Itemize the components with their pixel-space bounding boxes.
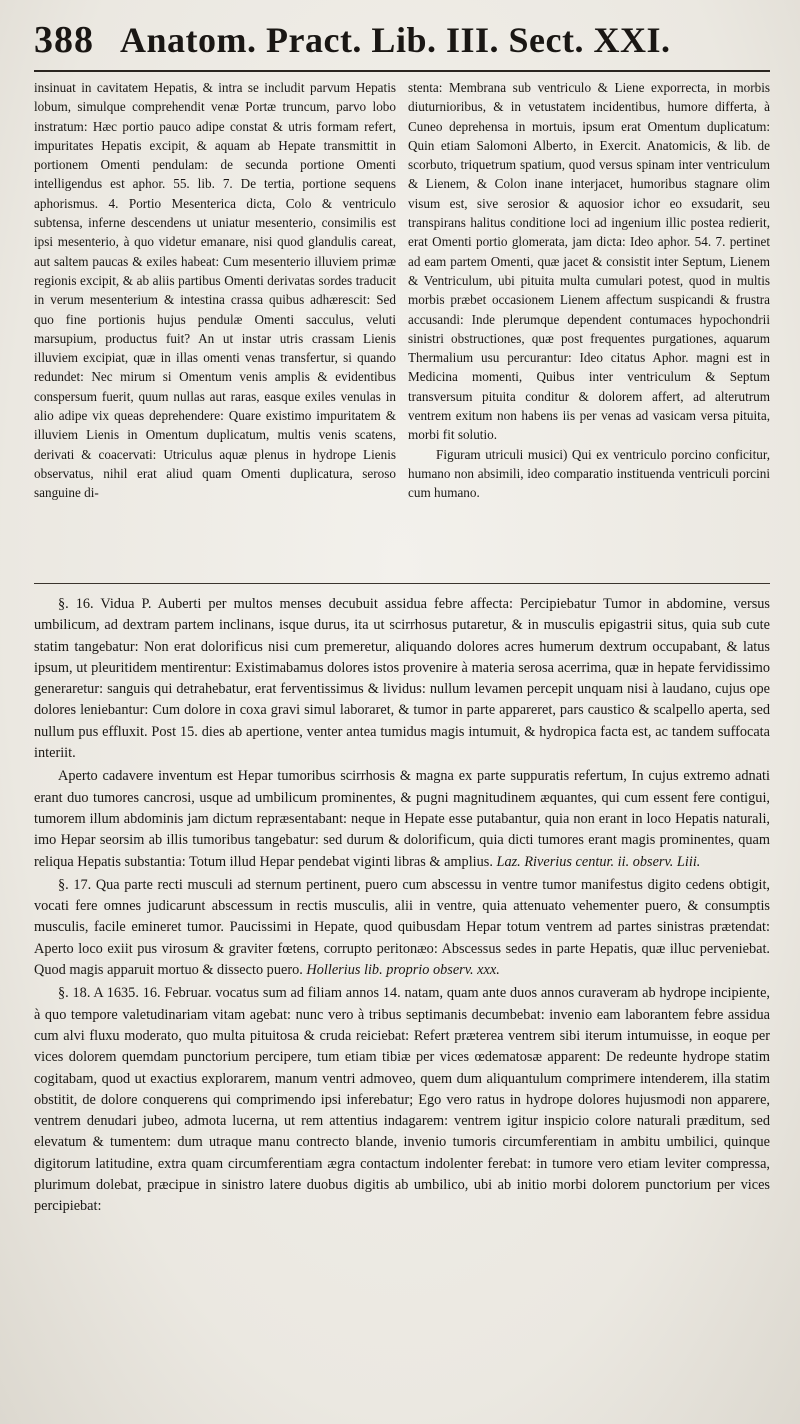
right-column-figure-note: Figuram utriculi musici) Qui ex ventriculo porcino conficitur, humano non absimili, ideo comparatio instituenda ventriculi porcini cum humano. xyxy=(408,446,770,501)
left-column-text: insinuat in cavitatem Hepatis, & intra se includit parvum Hepatis lobum, simulque comprehendit venæ Portæ truncum, parvo lobo instratum: Hæc portio pauco adipe constat & utris formam refert, impuritates Hepatis excipit, & aquam ab Hepate transmittit in portionem Omenti pendulam: de secunda portione Omenti intelligendus est aphor. 55. lib. 7. De tertia, portione sequens aphorismus. 4. Portio Mesenterica dicta, Colo & ventriculo subtensa, inferne descendens ut uniatur mesenterio, consimilis est ipsi mesenterio, à quo videtur emanare, nisi quod glandulis careat, aut saltem paucas & exiles habeat: Cum mesenterio illuviem primæ regionis excipit, & ab aliis partibus Omenti derivatas sordes traducit in verum mesenterium & intestina crassa quibus adhærescit: Sed quo fine portionis hujus pendulæ Omenti sacculus, veluti marsupium, productus fuit? An ut instar utris crassam Lienis illuviem excipiat, quæ in illas omenti venas transfertur, si quando redundet: Nec mirum si Omentum venis amplis & evidentibus conspersum fuerit, quum nullas aut raras, easque exiles venulas in alio adipe vix queas deprehendere: Quare existimo impuritatem & illuviem Lienis in Omentum duplicatum, multis venis scatens, derivati & coacervati: Utriculus aquæ plenus in hydrope Lienis observatus, nihil erat aliud quam Omenti duplicatura, seroso sanguine di- xyxy=(34,80,396,501)
two-column-commentary xyxy=(34,78,770,571)
running-title: Anatom. Pract. Lib. III. Sect. XXI. xyxy=(120,20,671,60)
section-17-paragraph xyxy=(34,875,770,981)
section-16-citation: Laz. Riverius centur. ii. observ. Liii. xyxy=(496,853,701,870)
section-divider xyxy=(34,583,770,584)
page-header xyxy=(34,18,770,72)
page-number: 388 xyxy=(34,19,94,61)
section-16-autopsy-text: Aperto cadavere inventum est Hepar tumoribus scirrhosis & magna ex parte suppuratis refertum, In cujus extremo adnati erant duo tumores cancrosi, usque ad umbilicum prominentes, & pugni magnitudinem æquantes, qui cum essent fere contigui, tumorem illum abdominis jam dictum repræsentabant: neque in Hepate esse putabantur, quia non erant in loco Hepatis naturali, imo Hepar seorsim ab illis tumoribus tangebatur: sed durum & dolorificum, quia dicti tumores erant magis prominentes, quam reliqua Hepatis substantia: Totum illud Hepar pendebat viginti libras & amplius. xyxy=(34,768,770,870)
right-column-text: stenta: Membrana sub ventriculo & Liene exporrecta, in morbis diuturnioribus, & in vetustatem incidentibus, humore differta, à Cuneo deprehensa in mortuis, ipsum erat Omentum duplicatum: Quin etiam Salomoni Alberto, in Exercit. Anatomicis, & lib. de scorbuto, triquetrum spatium, quod versus spinam inter ventriculum & Lienem, & Colon inane interjacet, humoribus stagnare olim visum est, sive serosior & aquosior ichor eo exsudarit, seu transpirans halitus conditione loci ad ingenium illic postea redierit, erat Omenti portio glomerata, jam dicta: Ideo aphor. 54. 7. pertinet ad eam partem Omenti, quæ jacet & consistit inter Septum, Lienem & Ventriculum, ubi pituita multa cumulari potest, quod in multis morbis præbet occasionem Lienem affectum suspicandi & frustra accusandi: Inde plerumque dependent contumaces hypochondrii sinistri obstructiones, quæ post frequentes purgationes, aquarum Thermalium usu percurantur: Ideo citatus Aphor. magni est in Medicina momenti, Quibus inter ventriculum & Septum transversum pituita conditur & dolorem affert, ad alterutrum ventrem exitum non habens iis per venas ad vasicam versa pituita, morbi fit solutio. xyxy=(408,80,770,443)
right-column xyxy=(408,78,770,570)
section-18-paragraph: §. 18. A 1635. 16. Februar. vocatus sum ad filiam annos 14. natam, quam ante duos annos curaveram ab hydrope incipiente, à quo tempore valetudinariam vitam agebat: nunc vero à tribus septimanis decumbebat: invenio eam laborantem febre assidua cum alvi fluxu moderato, quo multa pituitosa & cruda reiciebat: Refert præterea ventrem sibi iterum intumuisse, in eoque per vices dolorem quemdam punctorium percipere, tum etiam tibiæ per vices œdematosæ apparent: De redeunte hydrope statim cogitabam, quod ut exactius explorarem, manum ventri admoveo, quem dum aliquantulum comprimere intenderem, illa statim obstitit, de dolore conquerens qui comprimendo ipsi inferebatur; Ego vero ratus in hydrope dolores hujusmodi non apparere, ventrem denudari jubeo, admota lucerna, ut rem attentius indagarem: ventrem igitur inspicio colore naturali præditum, sed elevatum & tumentem: dum utraque manu contrecto blande, invenio tumoris circumferentiam in ambitu umbilici, quinque digitorum latitudine, extra quam circumferentiam ægra contactum indolenter ferebat: in tumore vero etiam leviter compressa, plurimum dolebat, præcipue in sinistro latere duobus digitis ab umbilico, ubi ab initio morbi dolorem punctorium per vices percipiebat: xyxy=(34,985,770,1215)
section-16-paragraph: §. 16. Vidua P. Auberti per multos menses decubuit assidua febre affecta: Percipiebatur Tumor in abdomine, versus umbilicum, ad dextram partem inclinans, isque durus, ita ut scirrhosus putaretur, & in musculis epigastrii situs, quia sub cute statim tangebatur: Non erat dolorificus nisi cum premeretur, aliquando dolores acres humerum dextrum occupabant, & latus ipsum, ut pleuritidem mentirentur: Existimabamus dolores istos provenire à materia serosa acerrima, quæ in hepate fervidissimo generaretur: sanguis qui detrahebatur, erat ferventissimus & lividus: nullum levamen percepit unquam nisi à laudano, cujus ope dolores leniebantur: Cum dolore in coxa gravi simul laboraret, & tumor in parte appareret, pars caustico & scalpello aperta, sed nullum pus effluxit. Post 15. dies ab apertione, venter antea tumidus magis intumuit, & hydropica facta est, ac tandem suffocata interiit. xyxy=(34,596,770,762)
full-width-text xyxy=(34,594,770,1424)
left-column xyxy=(34,78,396,570)
section-17-citation: Hollerius lib. proprio observ. xxx. xyxy=(306,962,500,979)
section-16-autopsy-paragraph xyxy=(34,766,770,872)
section-17-text: §. 17. Qua parte recti musculi ad sternum pertinent, puero cum abscessu in ventre tumor manifestus digito cedens obtigit, vocati fere omnes judicarunt abscessum in rectis musculis, alii in ventre, quia attenuato vehementer puero, & consumptis musculis, facile emineret tumor. Paucissimi in Hepate, quod quibusdam Hepar totum ventrem ad partes sinistras prætendat: Aperto loco exiit pus virosum & graviter fœtens, corrupto peritonæo: Abscessus sedes in parte Hepatis, quæ illuc perveniebat. Quod magis apparuit mortuo & dissecto puero. xyxy=(34,876,770,979)
